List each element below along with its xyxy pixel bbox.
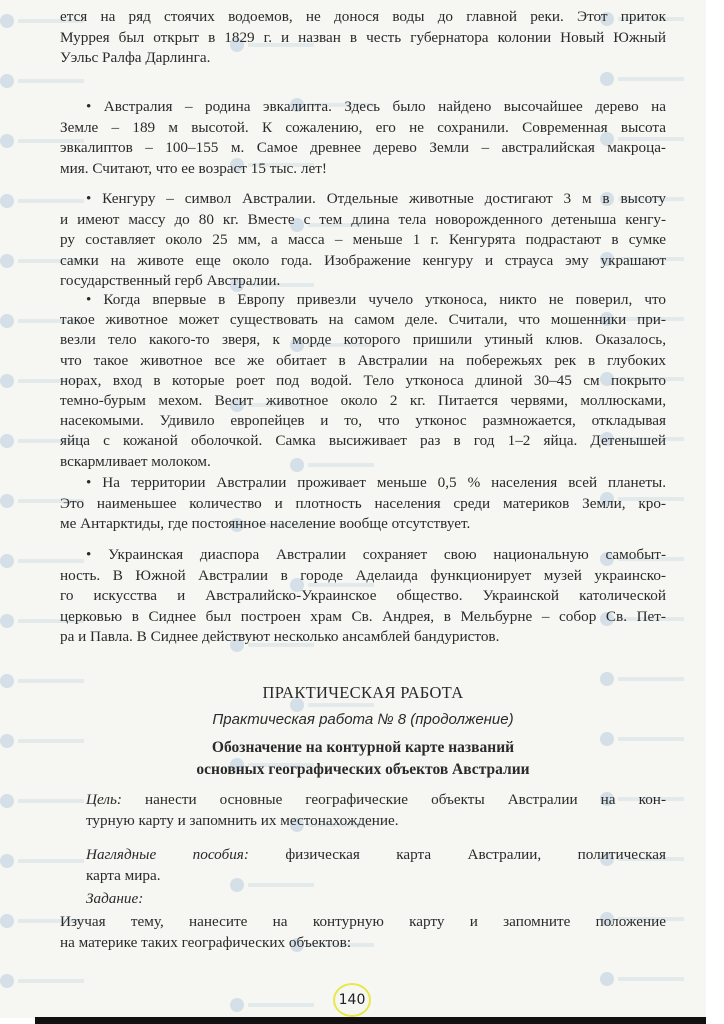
text-line: вскармливает молоком. xyxy=(60,452,211,470)
text-line: Земле – 189 м высотой. К сожалению, его не сохранили. Современная высота xyxy=(60,118,666,136)
text-line: Это наименьшее количество и плотность населения среди материков Земли, кро- xyxy=(60,494,666,512)
title-line: основных географических объектов Австралии xyxy=(196,761,530,778)
text-line: церковью в Сиднее был построен храм Св. Андрея, в Мельбурне – собор Св. Пет- xyxy=(60,607,666,625)
goal-section xyxy=(86,790,666,831)
text-line: • Австралия – родина эвкалипта. Здесь было найдено высочайшее дерево на xyxy=(86,98,666,115)
title-line: Обозначение на контурной карте названий xyxy=(211,739,515,756)
text-line: • Кенгуру – символ Австралии. Отдельные животные достигают 3 м в высоту xyxy=(86,190,666,207)
text-line: мия. Считают, что ее возраст 15 тыс. лет! xyxy=(60,159,327,177)
paragraph-population xyxy=(60,473,666,535)
text-line: что такое животное все же обитает в Австралии на побережьях рек в глубоких xyxy=(60,351,666,369)
goal-label: Цель: xyxy=(86,791,122,808)
text-line: и имеют массу до 80 кг. Вместе с тем длина тела новорожденного детеныша кенгу- xyxy=(60,210,666,228)
text-line: • На территории Австралии проживает меньше 0,5 % населения всей планеты. xyxy=(86,474,666,491)
text-line: везли тело какого-то зверя, к морде которого пришили утиный клюв. Оказалось, xyxy=(60,331,666,349)
text-line: на материке таких географических объектов: xyxy=(60,933,352,951)
practical-work-heading: ПРАКТИЧЕСКАЯ РАБОТА xyxy=(262,683,464,702)
text-line: ется на ряд стоячих водоемов, не донося воды до главной реки. Этот приток xyxy=(60,8,666,25)
aids-label: Наглядные пособия: xyxy=(86,846,249,863)
paragraph-eucalyptus xyxy=(60,97,666,179)
paragraph-diaspora xyxy=(60,545,666,648)
text-line: Муррея был открыт в 1829 г. и назван в честь губернатора колонии Новый Южный xyxy=(60,28,666,46)
text-line: нанести основные географические объекты Австралии на кон- xyxy=(121,791,666,808)
text-line: эвкалиптов – 100–155 м. Самое древнее дерево Земли – австралийская макроца- xyxy=(60,139,666,157)
text-line: ность. В Южной Австралии в городе Аделаида функционирует музей украинско- xyxy=(60,566,666,584)
text-line: Изучая тему, нанесите на контурную карту и запомните положение xyxy=(60,913,666,930)
practical-work-subtitle: Практическая работа № 8 (продолжение) xyxy=(212,711,514,728)
text-line: физическая карта Австралии, политическая xyxy=(248,846,666,863)
page-number: 140 xyxy=(333,983,371,1017)
text-line: государственный герб Австралии. xyxy=(60,272,281,290)
text-line: го искусства и Австралийско-Украинское общество. Украинской католической xyxy=(60,587,666,605)
practical-work-title xyxy=(60,737,666,781)
text-line: яйца с кожаной оболочкой. Самка высиживает раз в год 1–2 яйца. Детенышей xyxy=(60,432,666,450)
text-line: • Украинская диаспора Австралии сохраняет свою национальную самобыт- xyxy=(86,546,666,563)
text-line: темно-бурым мехом. Весит животное около 2 кг. Питается червями, моллюсками, xyxy=(60,392,666,410)
aids-section xyxy=(86,845,666,886)
text-line: ме Антарктиды, где постоянное население вообще отсутствует. xyxy=(60,515,471,533)
scan-edge xyxy=(35,1017,706,1024)
text-line: ра и Павла. В Сиднее действуют несколько ансамблей бандуристов. xyxy=(60,628,500,646)
text-line: ру составляет около 25 мм, а масса – меньше 1 г. Кенгурята подрастают в сумке xyxy=(60,231,666,249)
text-line: • Когда впервые в Европу привезли чучело утконоса, никто не поверил, что xyxy=(86,291,666,308)
text-line: карта мира. xyxy=(86,866,161,884)
text-line: самки на животе еще около года. Изображение кенгуру и страуса эму украшают xyxy=(60,251,666,269)
text-line: насекомыми. Удивило европейцев и то, что утконос размножается, откладывая xyxy=(60,412,666,430)
text-line: норах, вход в которые роет под водой. Тело утконоса длиной 30–45 см покрыто xyxy=(60,371,666,389)
text-line: такое животное может существовать на самом деле. Считали, что мошенники при- xyxy=(60,311,666,329)
paragraph-murray xyxy=(60,7,666,69)
paragraph-kangaroo xyxy=(60,189,666,292)
paragraph-platypus xyxy=(60,290,666,472)
task-label: Задание: xyxy=(86,890,144,907)
text-line: Уэльс Ралфа Дарлинга. xyxy=(60,49,211,67)
text-line: турную карту и запомнить их местонахождение. xyxy=(86,811,399,829)
task-section xyxy=(60,912,666,953)
